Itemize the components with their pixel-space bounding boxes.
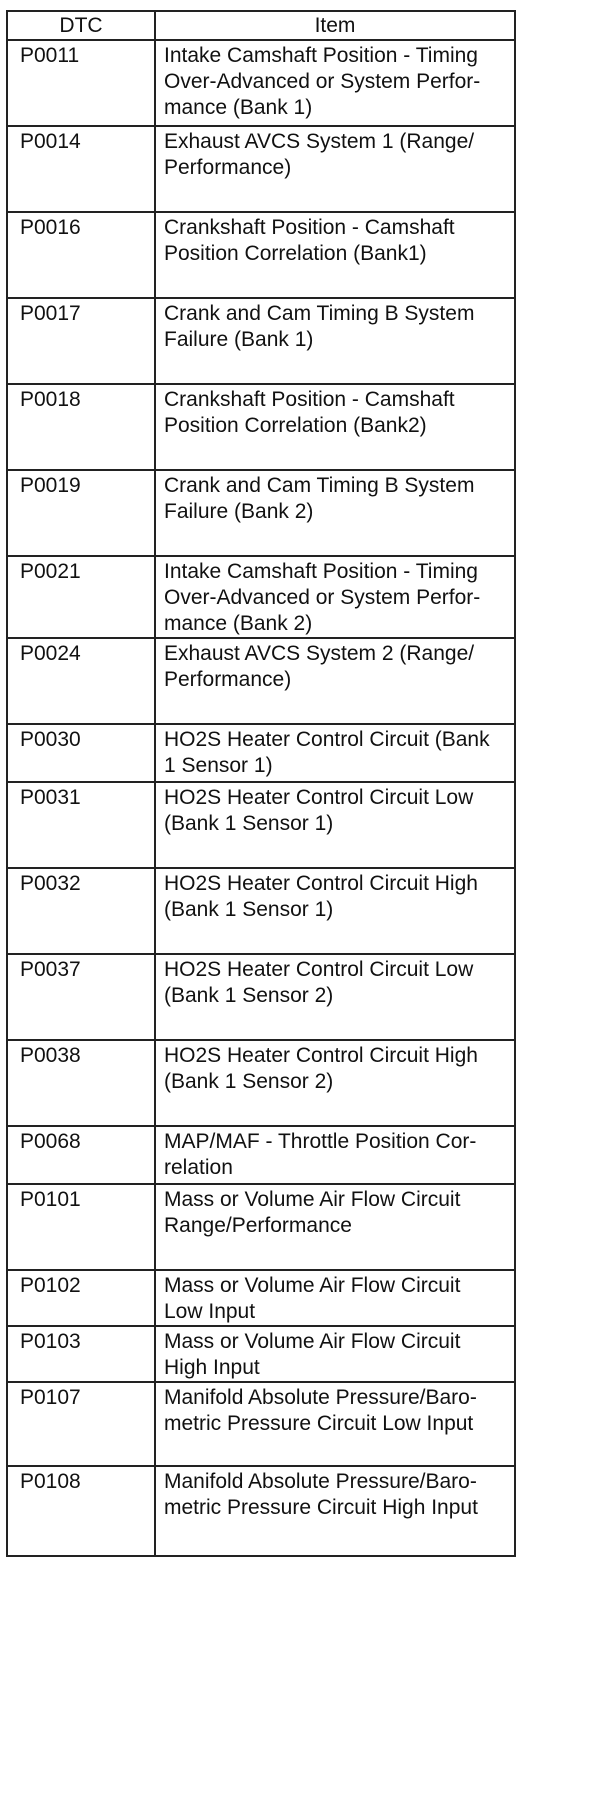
- dtc-code: P0101: [7, 1184, 155, 1270]
- dtc-code: P0037: [7, 954, 155, 1040]
- dtc-item-line: HO2S Heater Control Circuit (Bank: [164, 728, 490, 751]
- dtc-item-line: (Bank 1 Sensor 2): [164, 1070, 334, 1093]
- dtc-code: P0032: [7, 868, 155, 954]
- dtc-item: [155, 724, 515, 782]
- dtc-item: [155, 782, 515, 868]
- dtc-item-line: relation: [164, 1156, 233, 1179]
- dtc-item: [155, 1466, 515, 1556]
- dtc-code: P0016: [7, 212, 155, 298]
- table-row: [7, 384, 515, 470]
- dtc-item: [155, 212, 515, 298]
- dtc-code: P0014: [7, 126, 155, 212]
- table-row: [7, 1184, 515, 1270]
- dtc-item: [155, 1126, 515, 1184]
- dtc-code: P0107: [7, 1382, 155, 1466]
- table-header-row: [7, 11, 515, 40]
- dtc-item-line: (Bank 1 Sensor 1): [164, 898, 334, 921]
- dtc-item-line: Over-Advanced or System Perfor-: [164, 586, 481, 609]
- dtc-item-line: Position Correlation (Bank2): [164, 414, 427, 437]
- dtc-item-line: HO2S Heater Control Circuit Low: [164, 786, 474, 809]
- dtc-item: [155, 868, 515, 954]
- dtc-item: [155, 638, 515, 724]
- dtc-code: P0108: [7, 1466, 155, 1556]
- column-header-item: Item: [155, 11, 515, 40]
- dtc-item: [155, 126, 515, 212]
- dtc-item-line: 1 Sensor 1): [164, 754, 273, 777]
- dtc-item-line: Crank and Cam Timing B System: [164, 474, 475, 497]
- dtc-item: [155, 1270, 515, 1326]
- dtc-item: [155, 40, 515, 126]
- dtc-item-line: Performance): [164, 668, 292, 691]
- table-row: [7, 954, 515, 1040]
- table-row: [7, 724, 515, 782]
- table-row: [7, 638, 515, 724]
- table-row: [7, 1466, 515, 1556]
- table-row: [7, 868, 515, 954]
- dtc-code: P0031: [7, 782, 155, 868]
- dtc-item: [155, 298, 515, 384]
- dtc-item-line: Failure (Bank 2): [164, 500, 314, 523]
- dtc-item-line: metric Pressure Circuit Low Input: [164, 1412, 474, 1435]
- dtc-item: [155, 1040, 515, 1126]
- dtc-item-line: Position Correlation (Bank1): [164, 242, 427, 265]
- dtc-item: [155, 954, 515, 1040]
- table-row: [7, 470, 515, 556]
- dtc-item-line: Crank and Cam Timing B System: [164, 302, 475, 325]
- dtc-item-line: Over-Advanced or System Perfor-: [164, 70, 481, 93]
- dtc-item: [155, 1184, 515, 1270]
- dtc-item: [155, 384, 515, 470]
- table-row: [7, 1382, 515, 1466]
- dtc-item-line: metric Pressure Circuit High Input: [164, 1496, 478, 1519]
- table-row: [7, 782, 515, 868]
- dtc-code: P0102: [7, 1270, 155, 1326]
- dtc-item-line: Manifold Absolute Pressure/Baro-: [164, 1470, 477, 1493]
- dtc-item-line: (Bank 1 Sensor 2): [164, 984, 334, 1007]
- dtc-item-line: mance (Bank 1): [164, 96, 313, 119]
- dtc-code: P0068: [7, 1126, 155, 1184]
- dtc-item-line: Exhaust AVCS System 2 (Range/: [164, 642, 475, 665]
- table-row: [7, 1326, 515, 1382]
- dtc-code: P0011: [7, 40, 155, 126]
- dtc-item: [155, 1326, 515, 1382]
- dtc-item-line: Mass or Volume Air Flow Circuit: [164, 1188, 461, 1211]
- dtc-item-line: Performance): [164, 156, 292, 179]
- table-body: [7, 40, 515, 1556]
- dtc-item-line: Mass or Volume Air Flow Circuit: [164, 1274, 461, 1297]
- dtc-item-line: MAP/MAF - Throttle Position Cor-: [164, 1130, 477, 1153]
- dtc-item-line: Failure (Bank 1): [164, 328, 314, 351]
- dtc-item-line: Manifold Absolute Pressure/Baro-: [164, 1386, 477, 1409]
- dtc-item-line: Crankshaft Position - Camshaft: [164, 216, 455, 239]
- dtc-item-line: HO2S Heater Control Circuit Low: [164, 958, 474, 981]
- table-row: [7, 1040, 515, 1126]
- dtc-code: P0021: [7, 556, 155, 638]
- dtc-item-line: Mass or Volume Air Flow Circuit: [164, 1330, 461, 1353]
- dtc-item: [155, 556, 515, 638]
- dtc-item-line: Intake Camshaft Position - Timing: [164, 560, 478, 583]
- dtc-item-line: Exhaust AVCS System 1 (Range/: [164, 130, 475, 153]
- dtc-item-line: HO2S Heater Control Circuit High: [164, 1044, 478, 1067]
- table-row: [7, 556, 515, 638]
- dtc-code: P0017: [7, 298, 155, 384]
- dtc-item-line: Crankshaft Position - Camshaft: [164, 388, 455, 411]
- column-header-dtc: DTC: [7, 11, 155, 40]
- dtc-item-line: mance (Bank 2): [164, 612, 313, 635]
- dtc-item-line: Low Input: [164, 1300, 256, 1323]
- dtc-item-line: HO2S Heater Control Circuit High: [164, 872, 478, 895]
- dtc-code: P0103: [7, 1326, 155, 1382]
- table-row: [7, 1270, 515, 1326]
- dtc-code: P0018: [7, 384, 155, 470]
- table-row: [7, 298, 515, 384]
- dtc-code: P0030: [7, 724, 155, 782]
- dtc-item-line: (Bank 1 Sensor 1): [164, 812, 334, 835]
- dtc-item-line: High Input: [164, 1356, 260, 1379]
- dtc-code: P0024: [7, 638, 155, 724]
- dtc-item-line: Intake Camshaft Position - Timing: [164, 44, 478, 67]
- table-row: [7, 212, 515, 298]
- dtc-table: [6, 10, 516, 1557]
- dtc-item: [155, 470, 515, 556]
- dtc-code: P0038: [7, 1040, 155, 1126]
- dtc-item-line: Range/Performance: [164, 1214, 352, 1237]
- table-row: [7, 126, 515, 212]
- dtc-code: P0019: [7, 470, 155, 556]
- table-row: [7, 1126, 515, 1184]
- table-row: [7, 40, 515, 126]
- dtc-item: [155, 1382, 515, 1466]
